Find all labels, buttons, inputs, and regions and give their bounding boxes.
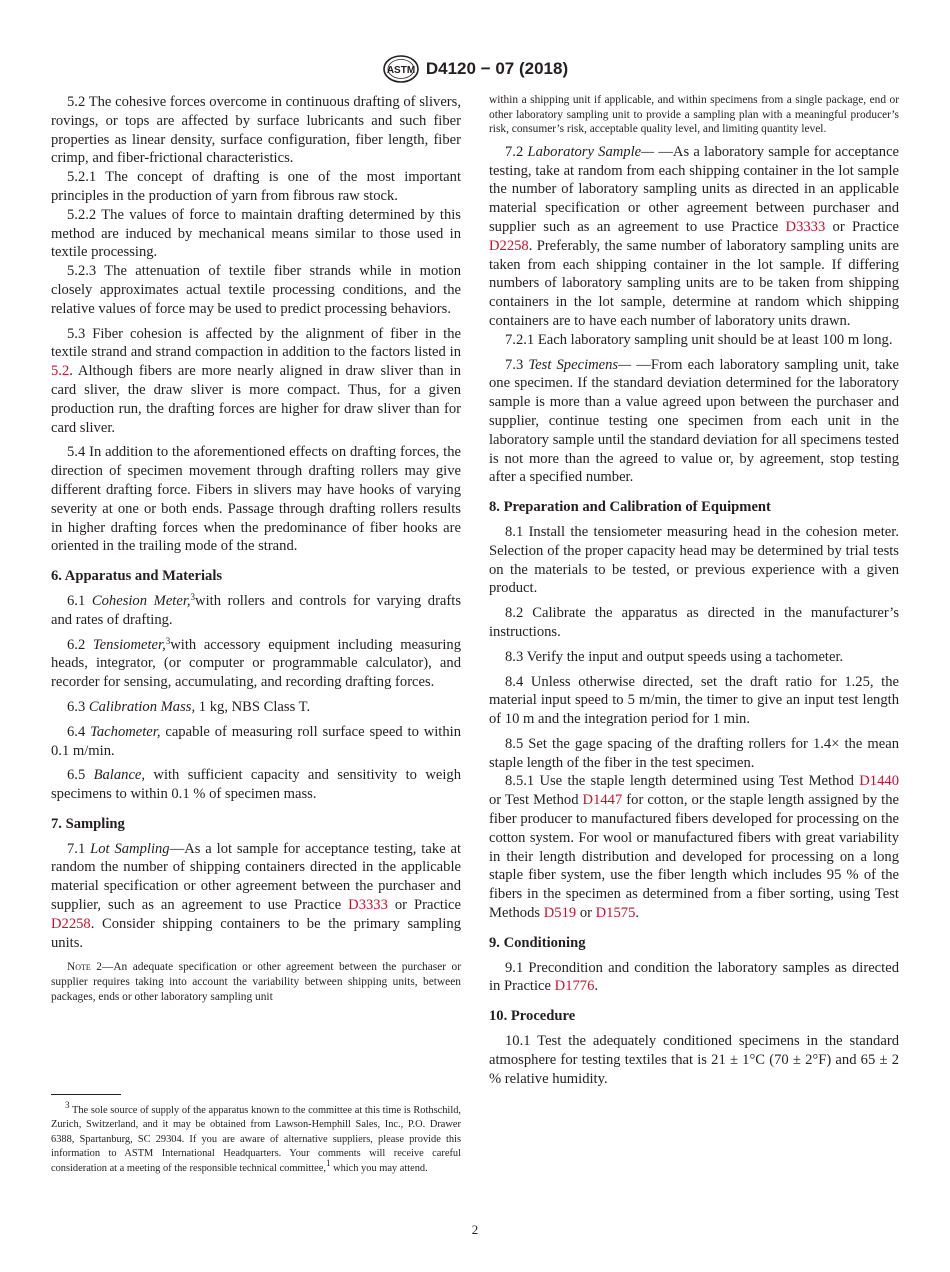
para-10-1: 10.1 Test the adequately conditioned specimens in the standard atmosphere for testing textiles that is 21 ± 1°C (70 ± 2°F) and 65 ± 2 % relative humidity.	[489, 1033, 899, 1087]
logo-text: ASTM	[386, 65, 416, 76]
para-6-5: 6.5 Balance, with sufficient capacity and sensitivity to weigh specimens to within 0.1 % of specimen mass.	[51, 767, 461, 803]
link-d1575[interactable]: D1575	[595, 905, 636, 922]
left-column	[51, 93, 461, 1004]
para-7-2-1: 7.2.1 Each laboratory sampling unit should be at least 100 m long.	[505, 331, 893, 348]
para-5-3: 5.3 Fiber cohesion is affected by the alignment of fiber in the textile strand and strand compaction in addition to the factors listed in 5.2. Although fibers are more nearly aligned in draw sliver than in card sliver, the draw sliver is more compact. Thus, for a given production run, the drafting forces are higher for draw sliver than for card sliver.	[51, 325, 461, 436]
para-8-2: 8.2 Calibrate the apparatus as directed in the manufacturer’s instructions.	[489, 605, 899, 640]
para-7-1: 7.1 Lot Sampling—As a lot sample for acceptance testing, take at random the number of shipping containers directed in the applicable material specification or other agreement between the purchaser and supplier, such as an agreement to use Practice D3333 or Practice D2258. Consider shipping containers to be the primary sampling units.	[51, 840, 462, 951]
link-d3333[interactable]: D3333	[348, 897, 388, 914]
para-8-5-1: 8.5.1 Use the staple length determined using Test Method D1440 or Test Method D1447 for cotton, or the staple length assigned by the fiber producer to manufactured fibers developed for processing on the cotton system. For wool or manufactured fibers with great variability in their length distribution and developed for processing on a long staple fiber system, use the fiber length which includes 95 % of the fibers in the specimen as determined from a fiber sorting, using Test Methods D519 or D1575.	[489, 773, 899, 922]
para-8-1: 8.1 Install the tensiometer measuring head in the cohesion meter. Selection of the proper capacity head may be determined by trial tests on the materials to be tested, or previous experience with a given product.	[489, 523, 899, 597]
section-6-heading: 6. Apparatus and Materials	[51, 568, 223, 585]
para-5-2-1: 5.2.1 The concept of drafting is one of the most important principles in the production of yarn from fibrous raw stock.	[51, 169, 461, 204]
link-d2258[interactable]: D2258	[489, 237, 529, 254]
page-header	[0, 54, 950, 84]
astm-logo-icon	[382, 54, 420, 84]
note-2: Note 2—An adequate specification or other agreement between the purchaser or supplier requires taking into account the variability between shipping units, between packages, ends or other laboratory sampling unit	[51, 961, 461, 1003]
para-5-2: 5.2 The cohesive forces overcome in continuous drafting of slivers, rovings, or tops are affected by surface lubricants and such fiber properties as linear density, surface configuration, fiber length, fiber crimp, and fiber-frictional characteristics.	[51, 94, 461, 167]
standard-designation: D4120 − 07 (2018)	[425, 59, 569, 78]
page-number: 2	[471, 1222, 479, 1237]
para-6-3: 6.3 Calibration Mass, 1 kg, NBS Class T.	[67, 698, 311, 715]
para-5-2-3: 5.2.3 The attenuation of textile fiber strands while in motion closely approximates actual textile processing conditions, and the relative values of force may be used to predict processing behaviors.	[51, 263, 461, 317]
link-d1440[interactable]: D1440	[859, 773, 899, 790]
section-7-heading: 7. Sampling	[51, 815, 125, 832]
link-d2258[interactable]: D2258	[51, 915, 91, 932]
link-5-2[interactable]: 5.2	[51, 363, 70, 380]
para-8-3: 8.3 Verify the input and output speeds using a tachometer.	[505, 648, 844, 665]
right-column	[489, 93, 899, 1088]
footnote-divider	[51, 1094, 121, 1095]
para-6-1: 6.1 Cohesion Meter,$^3$with rollers and controls for varying drafts and rates of drafting.	[51, 591, 462, 628]
para-7-2: 7.2 Laboratory Sample— —As a laboratory sample for acceptance testing, take at random from each shipping container in the lot sample the number of laboratory sampling units as directed in an applicable material specification or other agreement between purchaser and supplier such as an agreement to use Practice D3333 or Practice D2258. Preferably, the same number of laboratory sampling units are taken from each shipping container in the lot sample. If differing numbers of laboratory sampling units are to be taken from shipping containers in the lot sample, determine at random which shipping containers are to have each number of laboratory units drawn.	[489, 143, 900, 329]
link-d1447[interactable]: D1447	[582, 792, 623, 809]
para-5-4: 5.4 In addition to the aforementioned effects on drafting forces, the direction of specimen movement through drafting rollers may give different drafting force. Fibers in slivers may have hooks of varying severity at one or both ends. Passage through drafting rollers results in higher drafting forces when the predominance of fiber hooks are oriented in the trailing mode of the strand.	[51, 444, 461, 555]
para-8-5: 8.5 Set the gage spacing of the drafting rollers for 1.4× the mean staple length of the fiber in the test specimen.	[489, 735, 899, 771]
link-d3333[interactable]: D3333	[785, 218, 826, 235]
section-8-heading: 8. Preparation and Calibration of Equipment	[489, 499, 771, 516]
para-5-2-2: 5.2.2 The values of force to maintain drafting determined by this method are induced by mechanical means similar to those used in textile processing.	[51, 206, 461, 261]
para-6-4: 6.4 Tachometer, capable of measuring roll surface speed to within 0.1 m/min.	[51, 723, 462, 759]
para-7-3: 7.3 Test Specimens— —From each laboratory sampling unit, take one specimen. If the standard deviation determined for the laboratory sample is more than a value agreed upon between the purchaser and supplier, continue testing one specimen from each unit in the laboratory sample until the standard deviation for all specimens tested is not more than the agreed to value or, by agreement, stop testing after a specified number.	[489, 356, 899, 486]
section-9-heading: 9. Conditioning	[489, 934, 586, 951]
footnote-3: $^3$ The sole source of supply of the apparatus known to the committee at this time is Rothschild, Zurich, Switzerland, and it may be obtained from Lawson-Hemphill Sales, Inc., P.O. Drawer 6388, Spartanburg, SC 29304. If you are aware of alternative suppliers, please provide this information to ASTM International Headquarters. Your comments will receive careful consideration at a meeting of the responsible technical committee,$^1$ which you may attend.	[51, 1100, 461, 1174]
note-2-continued: within a shipping unit if applicable, and within specimens from a single package, end or other laboratory sampling unit to provide a sampling plan with a meaningful producer’s risk, consumer’s risk, acceptable quality level, and limiting quantity level.	[489, 94, 899, 136]
para-6-2: 6.2 Tensiometer,$^3$with accessory equipment including measuring heads, integrator, (or computer or programmable calculator), and recorder for sensing, accumulating, and recording drafting forces.	[51, 635, 462, 691]
para-8-4: 8.4 Unless otherwise directed, set the draft ratio for 1.25, the material input speed to 5 m/min, the timer to give an input test length of 10 m and the integration period for 1 min.	[489, 673, 899, 728]
link-d519[interactable]: D519	[543, 905, 577, 922]
section-10-heading: 10. Procedure	[489, 1008, 576, 1025]
para-9-1: 9.1 Precondition and condition the laboratory samples as directed in Practice D1776.	[489, 959, 899, 995]
link-d1776[interactable]: D1776	[554, 978, 595, 995]
